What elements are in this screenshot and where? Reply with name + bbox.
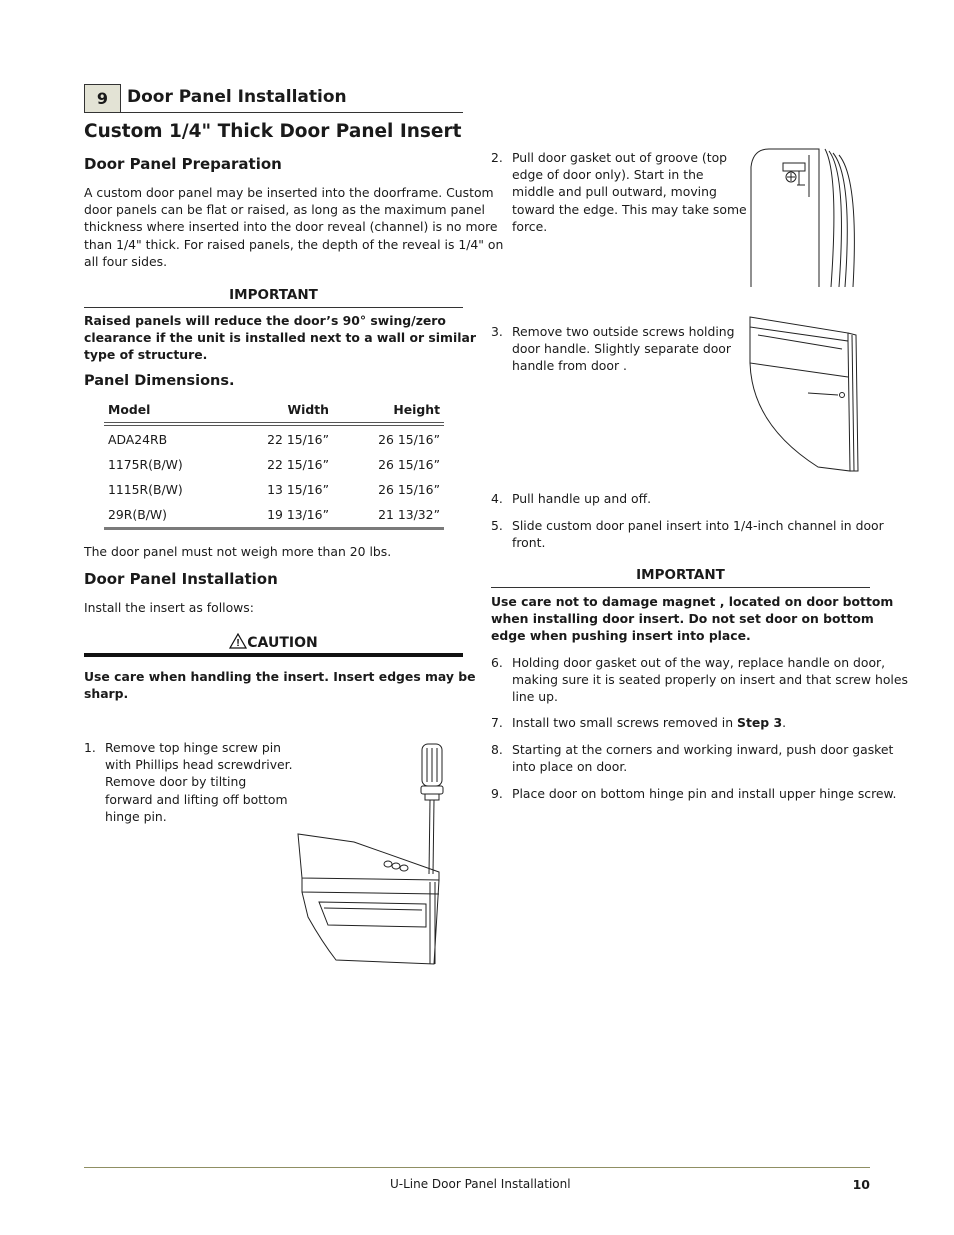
page-title: Custom 1/4" Thick Door Panel Insert bbox=[84, 121, 462, 142]
step-3-text bbox=[512, 323, 735, 375]
step-line: handle from door . bbox=[512, 358, 627, 374]
step-number: 3. bbox=[491, 324, 503, 339]
important-text bbox=[84, 312, 476, 364]
install-heading: Door Panel Installation bbox=[84, 570, 278, 588]
step-9-text: Place door on bottom hinge pin and install upper hinge screw. bbox=[512, 786, 897, 801]
step-line: edge of door only). Start in the bbox=[512, 167, 704, 183]
column-header: Width bbox=[287, 402, 329, 417]
table-row bbox=[104, 502, 444, 527]
step-line: hinge pin. bbox=[105, 808, 167, 824]
step-2-text bbox=[512, 149, 747, 235]
important-rule-2 bbox=[491, 587, 870, 588]
install-intro: Install the insert as follows: bbox=[84, 600, 254, 615]
step-line: forward and lifting off bottom bbox=[105, 791, 288, 807]
table-header-rule bbox=[104, 422, 444, 423]
step-line: door handle. Slightly separate door bbox=[512, 341, 731, 357]
caution-line: sharp. bbox=[84, 686, 129, 702]
prep-heading: Door Panel Preparation bbox=[84, 155, 282, 173]
step-line: middle and pull outward, moving bbox=[512, 184, 717, 200]
column-header: Model bbox=[108, 402, 151, 417]
important-line: clearance if the unit is installed next to a wall or similar bbox=[84, 330, 476, 346]
table-cell: 22 15/16” bbox=[267, 432, 329, 447]
step-number: 4. bbox=[491, 491, 503, 506]
svg-text:!: ! bbox=[236, 638, 240, 649]
table-cell: 26 15/16” bbox=[378, 482, 440, 497]
table-cell: 26 15/16” bbox=[378, 457, 440, 472]
prep-line: all four sides. bbox=[84, 253, 168, 269]
step-5-text bbox=[512, 517, 884, 551]
table-cell: 19 13/16” bbox=[267, 507, 329, 522]
door-gasket-illustration bbox=[735, 145, 865, 290]
step-1-text bbox=[105, 739, 293, 825]
section-rule bbox=[84, 112, 463, 113]
step-4-text: Pull handle up and off. bbox=[512, 491, 652, 506]
step-6-text bbox=[512, 654, 908, 706]
step-7-text bbox=[512, 714, 786, 731]
dimensions-table bbox=[104, 397, 444, 422]
prep-line: than 1/4" thick. For raised panels, the depth of the reveal is 1/4" on bbox=[84, 236, 504, 252]
step-line: Remove door by tilting bbox=[105, 774, 247, 790]
table-cell: 13 15/16” bbox=[267, 482, 329, 497]
step-line: making sure it is seated properly on insert and that screw holes bbox=[512, 672, 908, 688]
step-line: Starting at the corners and working inward, push door gasket bbox=[512, 742, 894, 757]
screwdriver-door-illustration bbox=[294, 742, 444, 966]
prep-line: door panels can be flat or raised, as long as the maximum panel bbox=[84, 202, 485, 218]
step-line: Slide custom door panel insert into 1/4-inch channel in door bbox=[512, 518, 884, 533]
caution-rule bbox=[84, 653, 463, 657]
step-number: 6. bbox=[491, 655, 503, 670]
table-row bbox=[104, 477, 444, 502]
important-heading-2: IMPORTANT bbox=[636, 567, 725, 583]
step-number: 5. bbox=[491, 518, 503, 533]
section-number: 9 bbox=[84, 84, 121, 113]
caution-header bbox=[84, 632, 463, 653]
step-line: force. bbox=[512, 218, 548, 234]
step-number: 2. bbox=[491, 150, 503, 165]
step-number: 7. bbox=[491, 715, 503, 730]
warning-icon bbox=[229, 633, 247, 653]
caution-line: Use care when handling the insert. Insert edges may be bbox=[84, 669, 476, 684]
step-line: Holding door gasket out of the way, replace handle on door, bbox=[512, 655, 886, 670]
important-line: edge when pushing insert into place. bbox=[491, 628, 751, 644]
important-line: type of structure. bbox=[84, 347, 208, 363]
prep-line: A custom door panel may be inserted into the doorframe. Custom bbox=[84, 185, 494, 200]
dimensions-table-wrapper bbox=[104, 397, 444, 530]
table-cell: 1175R(B/W) bbox=[108, 457, 183, 472]
important-line: Use care not to damage magnet , located on door bottom bbox=[491, 594, 894, 609]
table-row bbox=[104, 427, 444, 452]
table-row bbox=[104, 452, 444, 477]
table-cell: 26 15/16” bbox=[378, 432, 440, 447]
step-7-reference: Step 3 bbox=[737, 715, 783, 730]
important-rule bbox=[84, 307, 463, 308]
step-number: 8. bbox=[491, 742, 503, 757]
step-line: with Phillips head screwdriver. bbox=[105, 757, 293, 773]
table-cell: 1115R(B/W) bbox=[108, 482, 183, 497]
step-line: Remove two outside screws holding bbox=[512, 324, 735, 339]
footer-title: U-Line Door Panel Installationl bbox=[390, 1177, 571, 1191]
table-cell: 21 13/32” bbox=[378, 507, 440, 522]
dimensions-heading: Panel Dimensions. bbox=[84, 373, 235, 389]
important-text-2 bbox=[491, 593, 893, 645]
table-header-row bbox=[104, 397, 444, 422]
important-heading: IMPORTANT bbox=[229, 287, 318, 303]
dimensions-table-body bbox=[104, 427, 444, 527]
table-header-rule bbox=[104, 425, 444, 426]
table-cell: ADA24RB bbox=[108, 432, 168, 447]
step-number: 1. bbox=[84, 740, 96, 755]
important-line: Raised panels will reduce the door’s 90° swing/zero bbox=[84, 313, 446, 328]
step-8-text bbox=[512, 741, 893, 775]
door-handle-illustration bbox=[738, 315, 862, 475]
column-header: Height bbox=[393, 402, 440, 417]
step-line: into place on door. bbox=[512, 759, 628, 775]
weight-note: The door panel must not weigh more than 20 lbs. bbox=[84, 544, 392, 559]
step-number: 9. bbox=[491, 786, 503, 801]
step-line: toward the edge. This may take some bbox=[512, 201, 747, 217]
important-line: when installing door insert. Do not set door on bottom bbox=[491, 611, 874, 627]
step-line: Pull door gasket out of groove (top bbox=[512, 150, 728, 165]
table-cell: 29R(B/W) bbox=[108, 507, 167, 522]
section-title: Door Panel Installation bbox=[127, 87, 347, 107]
step-7-pre: Install two small screws removed in bbox=[512, 715, 738, 730]
step-line: Remove top hinge screw pin bbox=[105, 740, 281, 755]
table-cell: 22 15/16” bbox=[267, 457, 329, 472]
step-line: line up. bbox=[512, 689, 558, 705]
caution-text bbox=[84, 668, 476, 702]
caution-heading: CAUTION bbox=[247, 635, 318, 651]
prep-line: thickness where inserted into the door reveal (channel) is no more bbox=[84, 219, 498, 235]
page-number: 10 bbox=[852, 1177, 870, 1192]
footer-rule bbox=[84, 1167, 870, 1168]
prep-paragraph bbox=[84, 184, 503, 270]
step-7-post: . bbox=[782, 715, 787, 730]
table-bottom-rule bbox=[104, 527, 444, 530]
step-line: front. bbox=[512, 535, 546, 551]
